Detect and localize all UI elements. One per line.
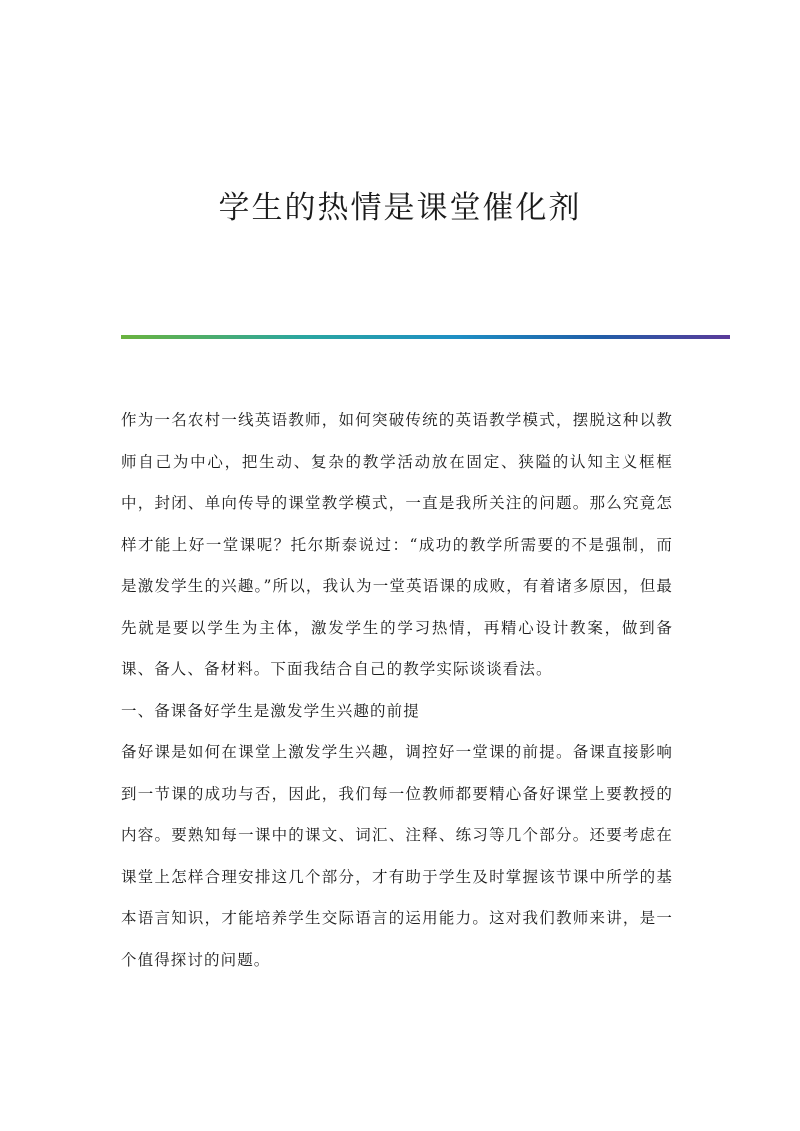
body-paragraph: 备好课是如何在课堂上激发学生兴趣，调控好一堂课的前提。备课直接影响到一节课的成功与否，因此，我们每一位教师都要精心备好课堂上要教授的内容。要熟知每一课中的课文、词汇、注释、练习等几个部分。还要考虑在课堂上怎样合理安排这几个部分，才有助于学生及时掌握该节课中所学的基本语言知识，才能培养学生交际语言的运用能力。这对我们教师来讲，是一个值得探讨的问题。 — [121, 743, 673, 969]
document-body — [121, 400, 673, 981]
page-title: 学生的热情是课堂催化剂 — [218, 190, 582, 226]
intro-paragraph: 作为一名农村一线英语教师，如何突破传统的英语教学模式，摆脱这种以教师自己为中心，把生动、复杂的教学活动放在固定、狭隘的认知主义框框中，封闭、单向传导的课堂教学模式，一直是我所关注的问题。那么究竟怎样才能上好一堂课呢？托尔斯泰说过：“成功的教学所需要的不是强制，而是激发学生的兴趣。”所以，我认为一堂英语课的成败，有着诸多原因，但最先就是要以学生为主体，激发学生的学习热情，再精心设计教案，做到备课、备人、备材料。下面我结合自己的教学实际谈谈看法。 — [121, 411, 673, 678]
title-divider — [121, 335, 730, 339]
section-heading: 一、备课备好学生是激发学生兴趣的前提 — [121, 701, 420, 720]
